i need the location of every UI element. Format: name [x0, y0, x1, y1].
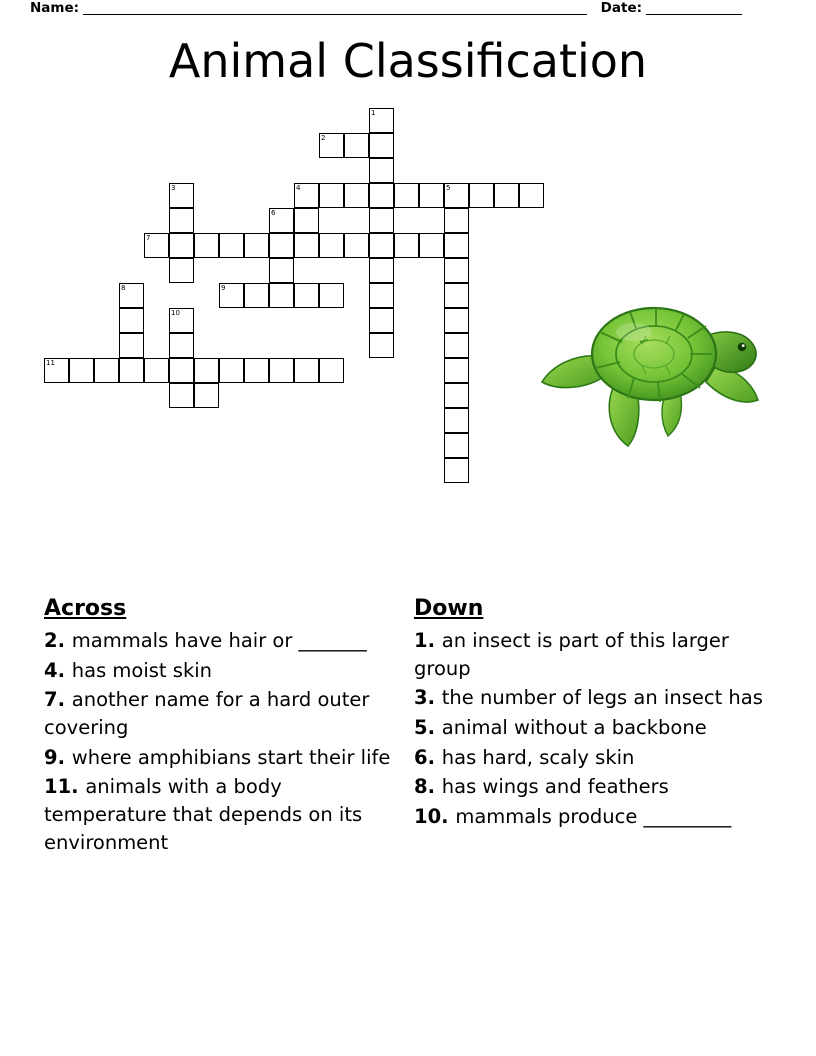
- crossword-cell[interactable]: [244, 283, 269, 308]
- crossword-cell[interactable]: [269, 233, 294, 258]
- name-write-line[interactable]: [83, 0, 587, 15]
- crossword-cell[interactable]: [169, 258, 194, 283]
- crossword-cell[interactable]: [444, 333, 469, 358]
- crossword-cell[interactable]: [444, 408, 469, 433]
- across-clue-number: 11.: [44, 775, 86, 799]
- crossword-cell-number: 7: [146, 234, 151, 242]
- crossword-cell[interactable]: [169, 233, 194, 258]
- crossword-cell-number: 1: [371, 109, 376, 117]
- across-clue: [44, 773, 394, 856]
- across-clue-text: where amphibians start their life: [71, 745, 391, 769]
- down-clue: [414, 803, 764, 831]
- crossword-cell[interactable]: [344, 133, 369, 158]
- crossword-cell-number: 5: [446, 184, 451, 192]
- crossword-cell-number: 8: [121, 284, 126, 292]
- down-clue: [414, 773, 764, 801]
- crossword-cell[interactable]: [369, 158, 394, 183]
- crossword-cell-number: 2: [321, 134, 326, 142]
- page-title: Animal Classification: [168, 34, 648, 88]
- across-clue-number: 9.: [44, 745, 72, 769]
- crossword-cell[interactable]: [219, 233, 244, 258]
- down-clue-text: has wings and feathers: [441, 775, 669, 799]
- crossword-cell[interactable]: [444, 208, 469, 233]
- crossword-cell-number: 9: [221, 284, 226, 292]
- crossword-cell[interactable]: [319, 183, 344, 208]
- crossword-cell[interactable]: [344, 233, 369, 258]
- crossword-cell[interactable]: [269, 208, 294, 233]
- down-clue: [414, 684, 764, 712]
- across-heading: Across: [44, 596, 127, 621]
- crossword-cell[interactable]: [169, 183, 194, 208]
- crossword-cell[interactable]: [194, 358, 219, 383]
- across-clue: [44, 627, 394, 655]
- crossword-cell[interactable]: [444, 183, 469, 208]
- crossword-cell[interactable]: [319, 283, 344, 308]
- crossword-cell[interactable]: [119, 358, 144, 383]
- crossword-cell[interactable]: [244, 358, 269, 383]
- crossword-cell[interactable]: [219, 358, 244, 383]
- crossword-cell[interactable]: [369, 333, 394, 358]
- down-clue-text: the number of legs an insect has: [441, 686, 763, 710]
- crossword-cell[interactable]: [169, 308, 194, 333]
- date-write-line[interactable]: [646, 0, 742, 15]
- crossword-cell[interactable]: [419, 183, 444, 208]
- crossword-cell[interactable]: [119, 283, 144, 308]
- crossword-cell[interactable]: [369, 233, 394, 258]
- worksheet-header: [30, 0, 742, 26]
- crossword-cell[interactable]: [294, 283, 319, 308]
- crossword-cell[interactable]: [319, 133, 344, 158]
- down-clue: [414, 744, 764, 772]
- crossword-cell[interactable]: [444, 308, 469, 333]
- down-clue-text: has hard, scaly skin: [441, 745, 635, 769]
- down-heading: Down: [414, 596, 484, 621]
- down-clue-text: an insect is part of this larger group: [414, 629, 729, 680]
- across-clue-text: mammals have hair or _______: [71, 629, 367, 652]
- crossword-cell[interactable]: [244, 233, 269, 258]
- across-clue: [44, 686, 394, 741]
- across-clue-number: 7.: [44, 688, 72, 712]
- crossword-cell-number: 4: [296, 184, 301, 192]
- crossword-cell[interactable]: [369, 258, 394, 283]
- crossword-cell[interactable]: [369, 308, 394, 333]
- clue-lists: [44, 596, 774, 859]
- crossword-cell[interactable]: [469, 183, 494, 208]
- crossword-cell[interactable]: [294, 183, 319, 208]
- crossword-grid[interactable]: [44, 108, 544, 498]
- crossword-cell[interactable]: [269, 258, 294, 283]
- crossword-cell[interactable]: [44, 358, 69, 383]
- crossword-cell[interactable]: [419, 233, 444, 258]
- down-column: [414, 596, 764, 859]
- crossword-cell[interactable]: [294, 358, 319, 383]
- crossword-cell[interactable]: [119, 308, 144, 333]
- crossword-cell[interactable]: [269, 283, 294, 308]
- across-column: [44, 596, 394, 859]
- crossword-cell[interactable]: [369, 208, 394, 233]
- crossword-cell[interactable]: [369, 183, 394, 208]
- crossword-cell[interactable]: [94, 358, 119, 383]
- sea-turtle-illustration: [530, 250, 780, 450]
- down-clue-number: 6.: [414, 745, 442, 769]
- crossword-cell[interactable]: [494, 183, 519, 208]
- down-clue-text: animal without a backbone: [441, 716, 707, 740]
- across-clue-text: another name for a hard outer covering: [44, 688, 370, 740]
- crossword-cell-number: 6: [271, 209, 276, 217]
- across-clue-number: 2.: [44, 629, 72, 652]
- down-clue-number: 1.: [414, 629, 442, 652]
- down-clue-number: 5.: [414, 716, 442, 740]
- crossword-cell[interactable]: [444, 358, 469, 383]
- crossword-cell[interactable]: [319, 358, 344, 383]
- across-clue-text: animals with a body temperature that depends on its environment: [44, 775, 363, 854]
- down-clue: [414, 714, 764, 742]
- crossword-cell[interactable]: [294, 233, 319, 258]
- crossword-cell[interactable]: [294, 208, 319, 233]
- down-clue-number: 3.: [414, 686, 442, 710]
- crossword-cell[interactable]: [119, 333, 144, 358]
- crossword-cell[interactable]: [519, 183, 544, 208]
- crossword-cell[interactable]: [194, 233, 219, 258]
- crossword-cell[interactable]: [369, 283, 394, 308]
- crossword-cell[interactable]: [369, 108, 394, 133]
- crossword-cell[interactable]: [169, 358, 194, 383]
- crossword-cell[interactable]: [394, 183, 419, 208]
- date-label: Date:: [600, 0, 642, 16]
- crossword-cell[interactable]: [144, 233, 169, 258]
- across-clue: [44, 657, 394, 685]
- crossword-cell[interactable]: [169, 383, 194, 408]
- down-clue-number: 10.: [414, 805, 456, 829]
- crossword-cell-number: 11: [46, 359, 55, 367]
- crossword-cell[interactable]: [369, 133, 394, 158]
- crossword-cell[interactable]: [444, 383, 469, 408]
- down-clue: [414, 627, 764, 682]
- crossword-cell[interactable]: [344, 183, 369, 208]
- crossword-cell[interactable]: [144, 358, 169, 383]
- crossword-cell[interactable]: [69, 358, 94, 383]
- crossword-cell[interactable]: [169, 208, 194, 233]
- crossword-cell-number: 10: [171, 309, 180, 317]
- crossword-cell[interactable]: [444, 233, 469, 258]
- crossword-cell[interactable]: [444, 283, 469, 308]
- crossword-cell-number: 3: [171, 184, 176, 192]
- crossword-cell[interactable]: [444, 433, 469, 458]
- crossword-cell[interactable]: [319, 233, 344, 258]
- down-clue-text: mammals produce _________: [455, 805, 732, 829]
- across-clue: [44, 744, 394, 772]
- name-label: Name:: [30, 0, 80, 16]
- crossword-cell[interactable]: [219, 283, 244, 308]
- crossword-cell[interactable]: [169, 333, 194, 358]
- crossword-cell[interactable]: [444, 458, 469, 483]
- crossword-cell[interactable]: [394, 233, 419, 258]
- crossword-cell[interactable]: [269, 358, 294, 383]
- crossword-cell[interactable]: [444, 258, 469, 283]
- crossword-cell[interactable]: [194, 383, 219, 408]
- across-clue-number: 4.: [44, 658, 72, 682]
- across-clue-text: has moist skin: [71, 658, 213, 682]
- down-clue-number: 8.: [414, 775, 442, 799]
